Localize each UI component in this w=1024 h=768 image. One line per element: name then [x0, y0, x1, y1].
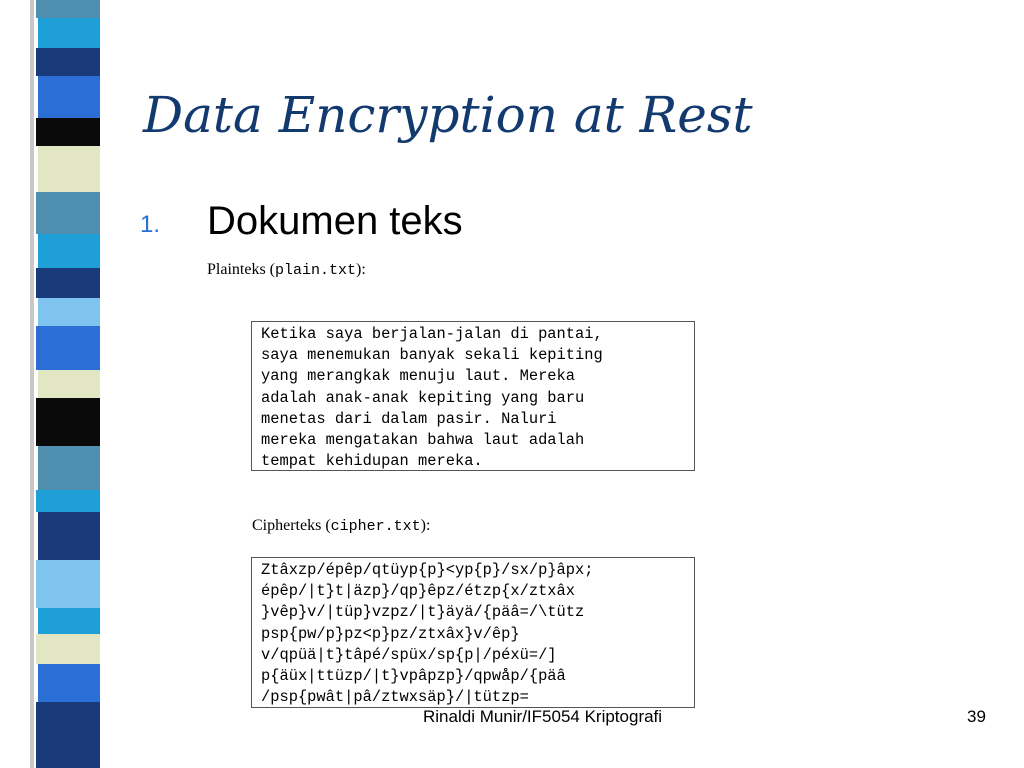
page-number: 39: [967, 707, 986, 726]
footer-author: Rinaldi Munir/IF5054 Kriptografi: [423, 707, 663, 726]
stripe-band: [38, 76, 100, 118]
stripe-band: [36, 326, 100, 370]
bullet-heading: Dokumen teks: [207, 199, 463, 243]
bullet-number: 1.: [140, 211, 161, 238]
stripe-band: [36, 398, 100, 446]
stripe-band: [38, 234, 100, 268]
stripe-band: [36, 702, 100, 768]
stripe-band: [38, 512, 100, 560]
slide-title: Data Encryption at Rest: [143, 86, 753, 144]
plaintext-caption: [207, 261, 366, 279]
stripe-band: [36, 634, 100, 664]
plaintext-caption-prefix: Plainteks (: [207, 261, 275, 278]
plaintext-filename: plain.txt: [275, 262, 357, 279]
stripe-band: [36, 48, 100, 76]
stripe-band: [38, 608, 100, 634]
ciphertext-filename: cipher.txt: [330, 518, 421, 535]
stripe-band: [38, 664, 100, 702]
stripe-band: [36, 490, 100, 512]
decorative-stripe-bar: [0, 0, 140, 768]
stripe-band: [38, 18, 100, 48]
stripe-band: [36, 118, 100, 146]
stripe-band: [38, 370, 100, 398]
stripe-band: [36, 192, 100, 234]
stripe-band: [38, 446, 100, 490]
ciphertext-caption-prefix: Cipherteks (: [252, 517, 331, 534]
stripe-band: [38, 298, 100, 326]
stripe-band: [38, 146, 100, 192]
ciphertext-caption-suffix: ):: [420, 517, 431, 534]
ciphertext-caption: [252, 517, 430, 535]
stripe-band: [36, 268, 100, 298]
stripe-band: [36, 560, 100, 608]
plaintext-caption-suffix: ):: [356, 261, 366, 278]
stripe-shadow-edge: [30, 0, 34, 768]
plaintext-box: Ketika saya berjalan-jalan di pantai, saya menemukan banyak sekali kepiting yang merangkak menuju laut. Mereka adalah anak-anak kepiting yang baru menetas dari dalam pasir. Naluri mereka mengatakan bahwa laut adalah tempat kehidupan mereka.: [251, 321, 695, 471]
stripe-band: [36, 0, 100, 18]
ciphertext-box: Ztâxzp/épêp/qtüyp{p}<yp{p}/sx/p}âpx; épêp/|t}t|äzp}/qp}êpz/étzp{x/ztxâx }vêp}v/|tüp}vzpz/|t}äyä/{päâ=/\tütz psp{pw/p}pz<p}pz/ztxâx}v/êp} v/qpüä|t}tâpé/spüx/sp{p|/péxü=/] p{äüx|ttüzp/|t}vpâpzp}/qpwåp/{päâ /psp{pwât|pâ/ztwxsäp}/|tützp=: [251, 557, 695, 708]
